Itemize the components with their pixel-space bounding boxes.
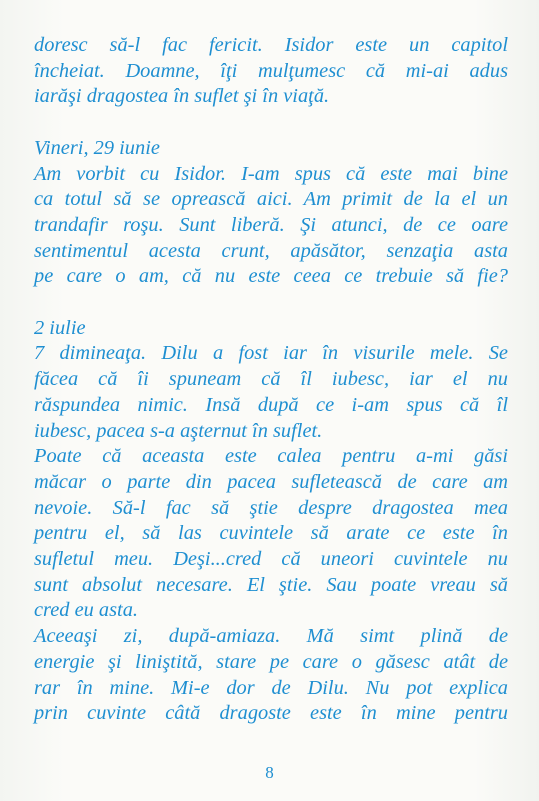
body-text xyxy=(34,33,508,727)
text-line: nevoie. Să-l fac să ştie despre dragostea mea xyxy=(34,496,508,519)
text-line: Am vorbit cu Isidor. I-am spus că este mai bine xyxy=(34,162,508,185)
text-line: iubesc, pacea s-a aşternut în suflet. xyxy=(34,419,323,442)
text-line: doresc să-l fac fericit. Isidor este un capitol xyxy=(34,34,508,56)
text-line: sentimentul acesta crunt, apăsător, senzaţia asta xyxy=(34,239,508,262)
text-line: energie şi liniştită, stare pe care o găsesc atât de xyxy=(34,650,508,673)
text-line: măcar o parte din pacea sufletească de care am xyxy=(34,470,508,493)
text-line: sufletul meu. Deşi...cred că uneori cuvintele nu xyxy=(34,548,508,571)
entry-date-heading: Vineri, 29 iunie xyxy=(34,136,160,159)
text-line: răspundea nimic. Insă după ce i-am spus că îl xyxy=(34,393,508,416)
text-line: Poate că aceasta este calea pentru a-mi găsi xyxy=(34,445,508,468)
text-line: trandafir roşu. Sunt liberă. Şi atunci, de ce oare xyxy=(34,213,508,236)
text-line: prin cuvinte câtă dragoste este în mine pentru xyxy=(34,702,508,725)
text-line: pe care o am, că nu este ceea ce trebuie să fie? xyxy=(34,265,508,288)
text-line: cred eu asta. xyxy=(34,599,139,622)
text-line: sunt absolut necesare. El ştie. Sau poate vreau să xyxy=(34,573,508,596)
text-line: ca totul să se oprească aici. Am primit de la el un xyxy=(34,188,508,211)
paragraph-gap xyxy=(34,290,508,316)
text-line: încheiat. Doamne, îţi mulţumesc că mi-ai adus xyxy=(34,59,508,82)
text-line: 7 dimineaţa. Dilu a fost iar în visurile mele. Se xyxy=(34,342,508,365)
text-line: iarăşi dragostea în suflet şi în viaţă. xyxy=(34,85,330,108)
text-line: făcea că îi spuneam că îl iubesc, iar el nu xyxy=(34,368,508,391)
page-number: 8 xyxy=(265,763,274,782)
paragraph-gap xyxy=(34,110,508,136)
text-line: Aceeaşi zi, după-amiaza. Mă simt plină de xyxy=(34,625,508,648)
entry-date-heading: 2 iulie xyxy=(34,316,86,339)
text-line: pentru el, să las cuvintele să arate ce este în xyxy=(34,522,508,545)
text-line: rar în mine. Mi-e dor de Dilu. Nu pot explica xyxy=(34,676,508,699)
